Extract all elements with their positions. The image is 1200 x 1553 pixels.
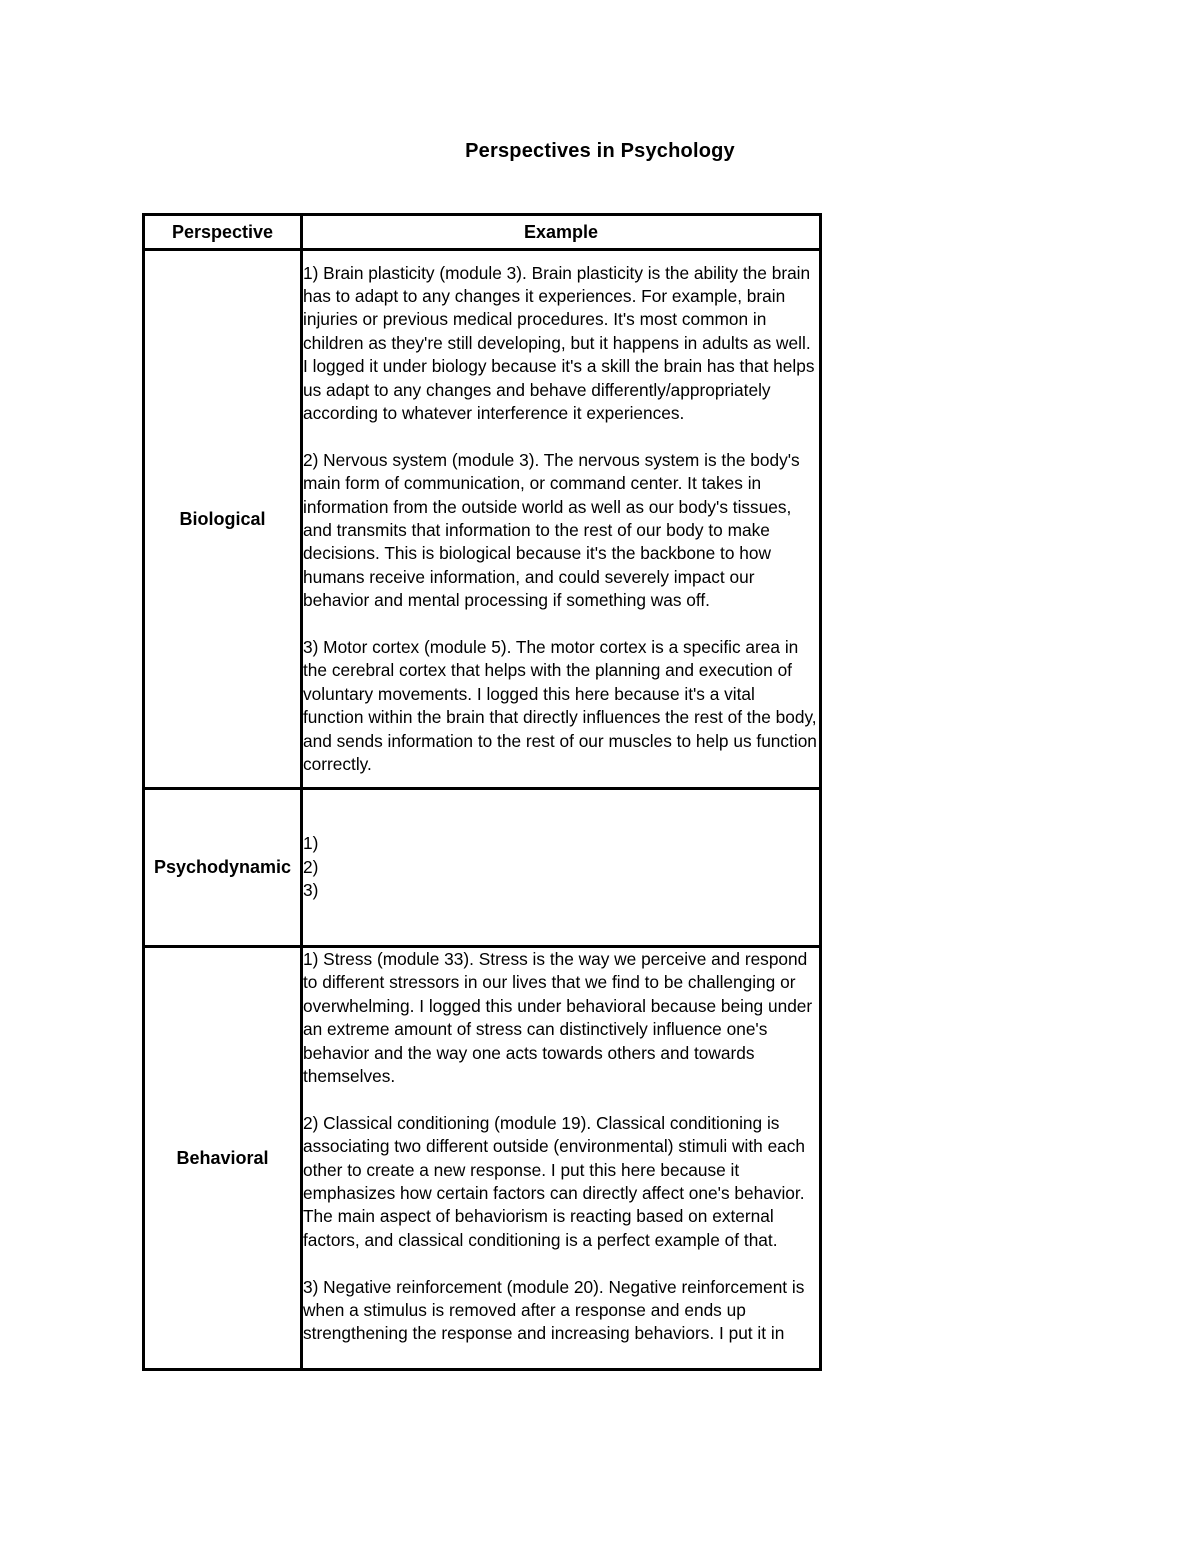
perspective-label-psychodynamic: Psychodynamic [144,789,302,947]
page-title: Perspectives in Psychology [465,140,735,162]
example-text: 3) Motor cortex (module 5). The motor cortex is a specific area in the cerebral cortex that helps with the planning and execution of voluntary movements. I logged this here because it's a vital function within the brain that directly influences the rest of the body, and sends information to the rest of our muscles to help us function correctly. [303,637,822,775]
example-text: 3) Negative reinforcement (module 20). Negative reinforcement is when a stimulus is removed after a response and ends up strengthening the response and increasing behaviors. I put it in [303,1276,810,1344]
example-text: 2) [303,856,319,877]
perspectives-table [142,213,822,1371]
perspective-label-biological: Biological [144,250,302,789]
example-cell-psychodynamic [302,789,821,947]
example-cell-biological [302,250,821,789]
header-example: Example [302,215,821,250]
example-text: 1) [303,833,319,854]
table-row-behavioral [144,947,821,1370]
example-text: 1) Stress (module 33). Stress is the way we perceive and respond to different stressors in our lives that we find to be challenging or overwhelming. I logged this under behavioral because being under an extreme amount of stress can distinctively influence one's behavior and the way one acts towards others and towards themselves. [303,949,817,1087]
example-cell-behavioral [302,947,821,1370]
header-perspective: Perspective [144,215,302,250]
table-row-psychodynamic [144,789,821,947]
table-header-row [144,215,821,250]
example-text: 2) Classical conditioning (module 19). Classical conditioning is associating two different outside (environmental) stimuli with each other to create a new response. I put this here because it emphasizes how certain factors can directly affect one's behavior. The main aspect of behaviorism is reacting based on external factors, and classical conditioning is a perfect example of that. [303,1112,810,1250]
table-row-biological [144,250,821,789]
perspective-label-behavioral: Behavioral [144,947,302,1370]
example-text: 1) Brain plasticity (module 3). Brain plasticity is the ability the brain has to adapt to any changes it experiences. For example, brain injuries or previous medical procedures. It's most common in children as they're still developing, but it happens in adults as well. I logged it under biology because it's a skill the brain has that helps us adapt to any changes and behave differently/appropriately according to whatever interference it experiences. [303,262,820,423]
example-text: 3) [303,880,319,901]
example-text: 2) Nervous system (module 3). The nervous system is the body's main form of communication, or command center. It takes in information from the outside world as well as our body's tissues, and transmits that information to the rest of our body to make decisions. This is biological because it's the backbone to how humans receive information, and could severely impact our behavior and mental processing if something was off. [303,449,805,611]
